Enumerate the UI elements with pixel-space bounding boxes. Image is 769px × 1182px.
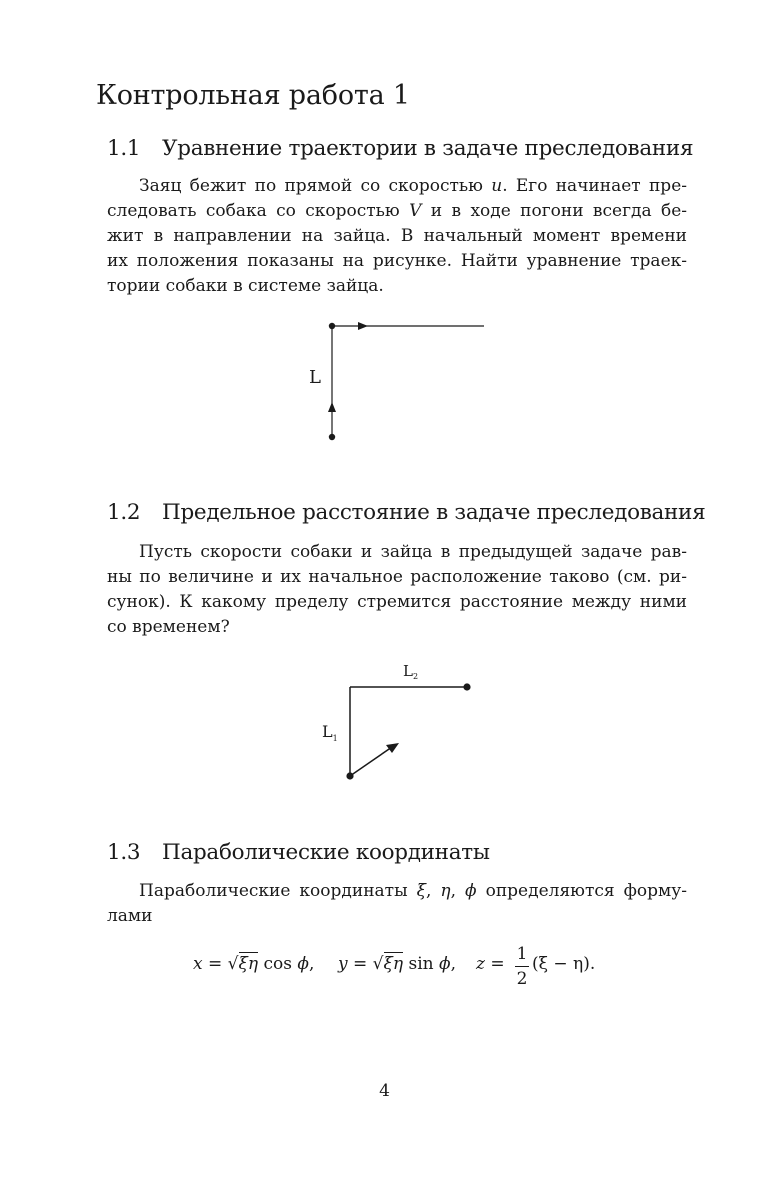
section-title: Уравнение траектории в задаче преследования [162, 136, 694, 161]
formula-z-rhs: (ξ − η). [532, 954, 596, 974]
paragraph-line: лами [107, 906, 153, 926]
chapter-title: Контрольная работа 1 [96, 80, 410, 111]
section-number: 1.2 [107, 500, 141, 525]
paragraph-line: со временем? [107, 617, 230, 637]
section-title: Параболические координаты [162, 840, 490, 865]
var-u: u [491, 176, 503, 196]
var-phi: ϕ [465, 881, 477, 901]
var-eta: η [440, 881, 451, 901]
section-number: 1.1 [107, 136, 141, 161]
figure-label-L2: $L_2$ [403, 662, 419, 681]
paragraph-line: тории собаки в системе зайца. [107, 276, 384, 296]
paragraph-line: следовать собака со скоростью V и в ходе погони всегда бе- [107, 201, 688, 221]
velocity-arrowhead [386, 743, 399, 753]
paragraph-line: ны по величине и их начальное расположение таково (см. ри- [107, 567, 687, 587]
formula-z-lhs: z = [476, 954, 505, 974]
paragraph-line: сунок). К какому пределу стремится расстояние между ними [107, 592, 687, 612]
paragraph-line: их положения показаны на рисунке. Найти уравнение траек- [107, 251, 687, 271]
var-xi: ξ [416, 881, 426, 901]
figure-label-L: L [309, 367, 321, 388]
formula-fraction: 1 2 [516, 944, 528, 989]
formula-y-part: y = √ξη sin ϕ, [338, 954, 457, 974]
formula-x-part: x = √ξη cos ϕ, [193, 954, 315, 974]
velocity-shaft [350, 747, 392, 776]
page-number: 4 [379, 1081, 390, 1101]
section-heading-1-3 [107, 840, 490, 865]
hare-point [463, 683, 470, 690]
paragraph-line: Пусть скорости собаки и зайца в предыдущей задаче рав- [139, 542, 687, 562]
paragraph-line: жит в направлении на зайца. В начальный момент времени [107, 226, 687, 246]
paragraph-line: Параболические координаты ξ, η, ϕ определяются форму- [139, 881, 688, 901]
paragraph-line: Заяц бежит по прямой со скоростью u. Его начинает пре- [139, 176, 687, 196]
var-V: V [409, 201, 422, 221]
section-number: 1.3 [107, 840, 141, 865]
section-title: Предельное расстояние в задаче преследования [162, 500, 706, 525]
figure-label-L1: $L_1$ [322, 722, 338, 743]
section-1-3-paragraph [107, 879, 687, 929]
dog-point [346, 772, 353, 779]
